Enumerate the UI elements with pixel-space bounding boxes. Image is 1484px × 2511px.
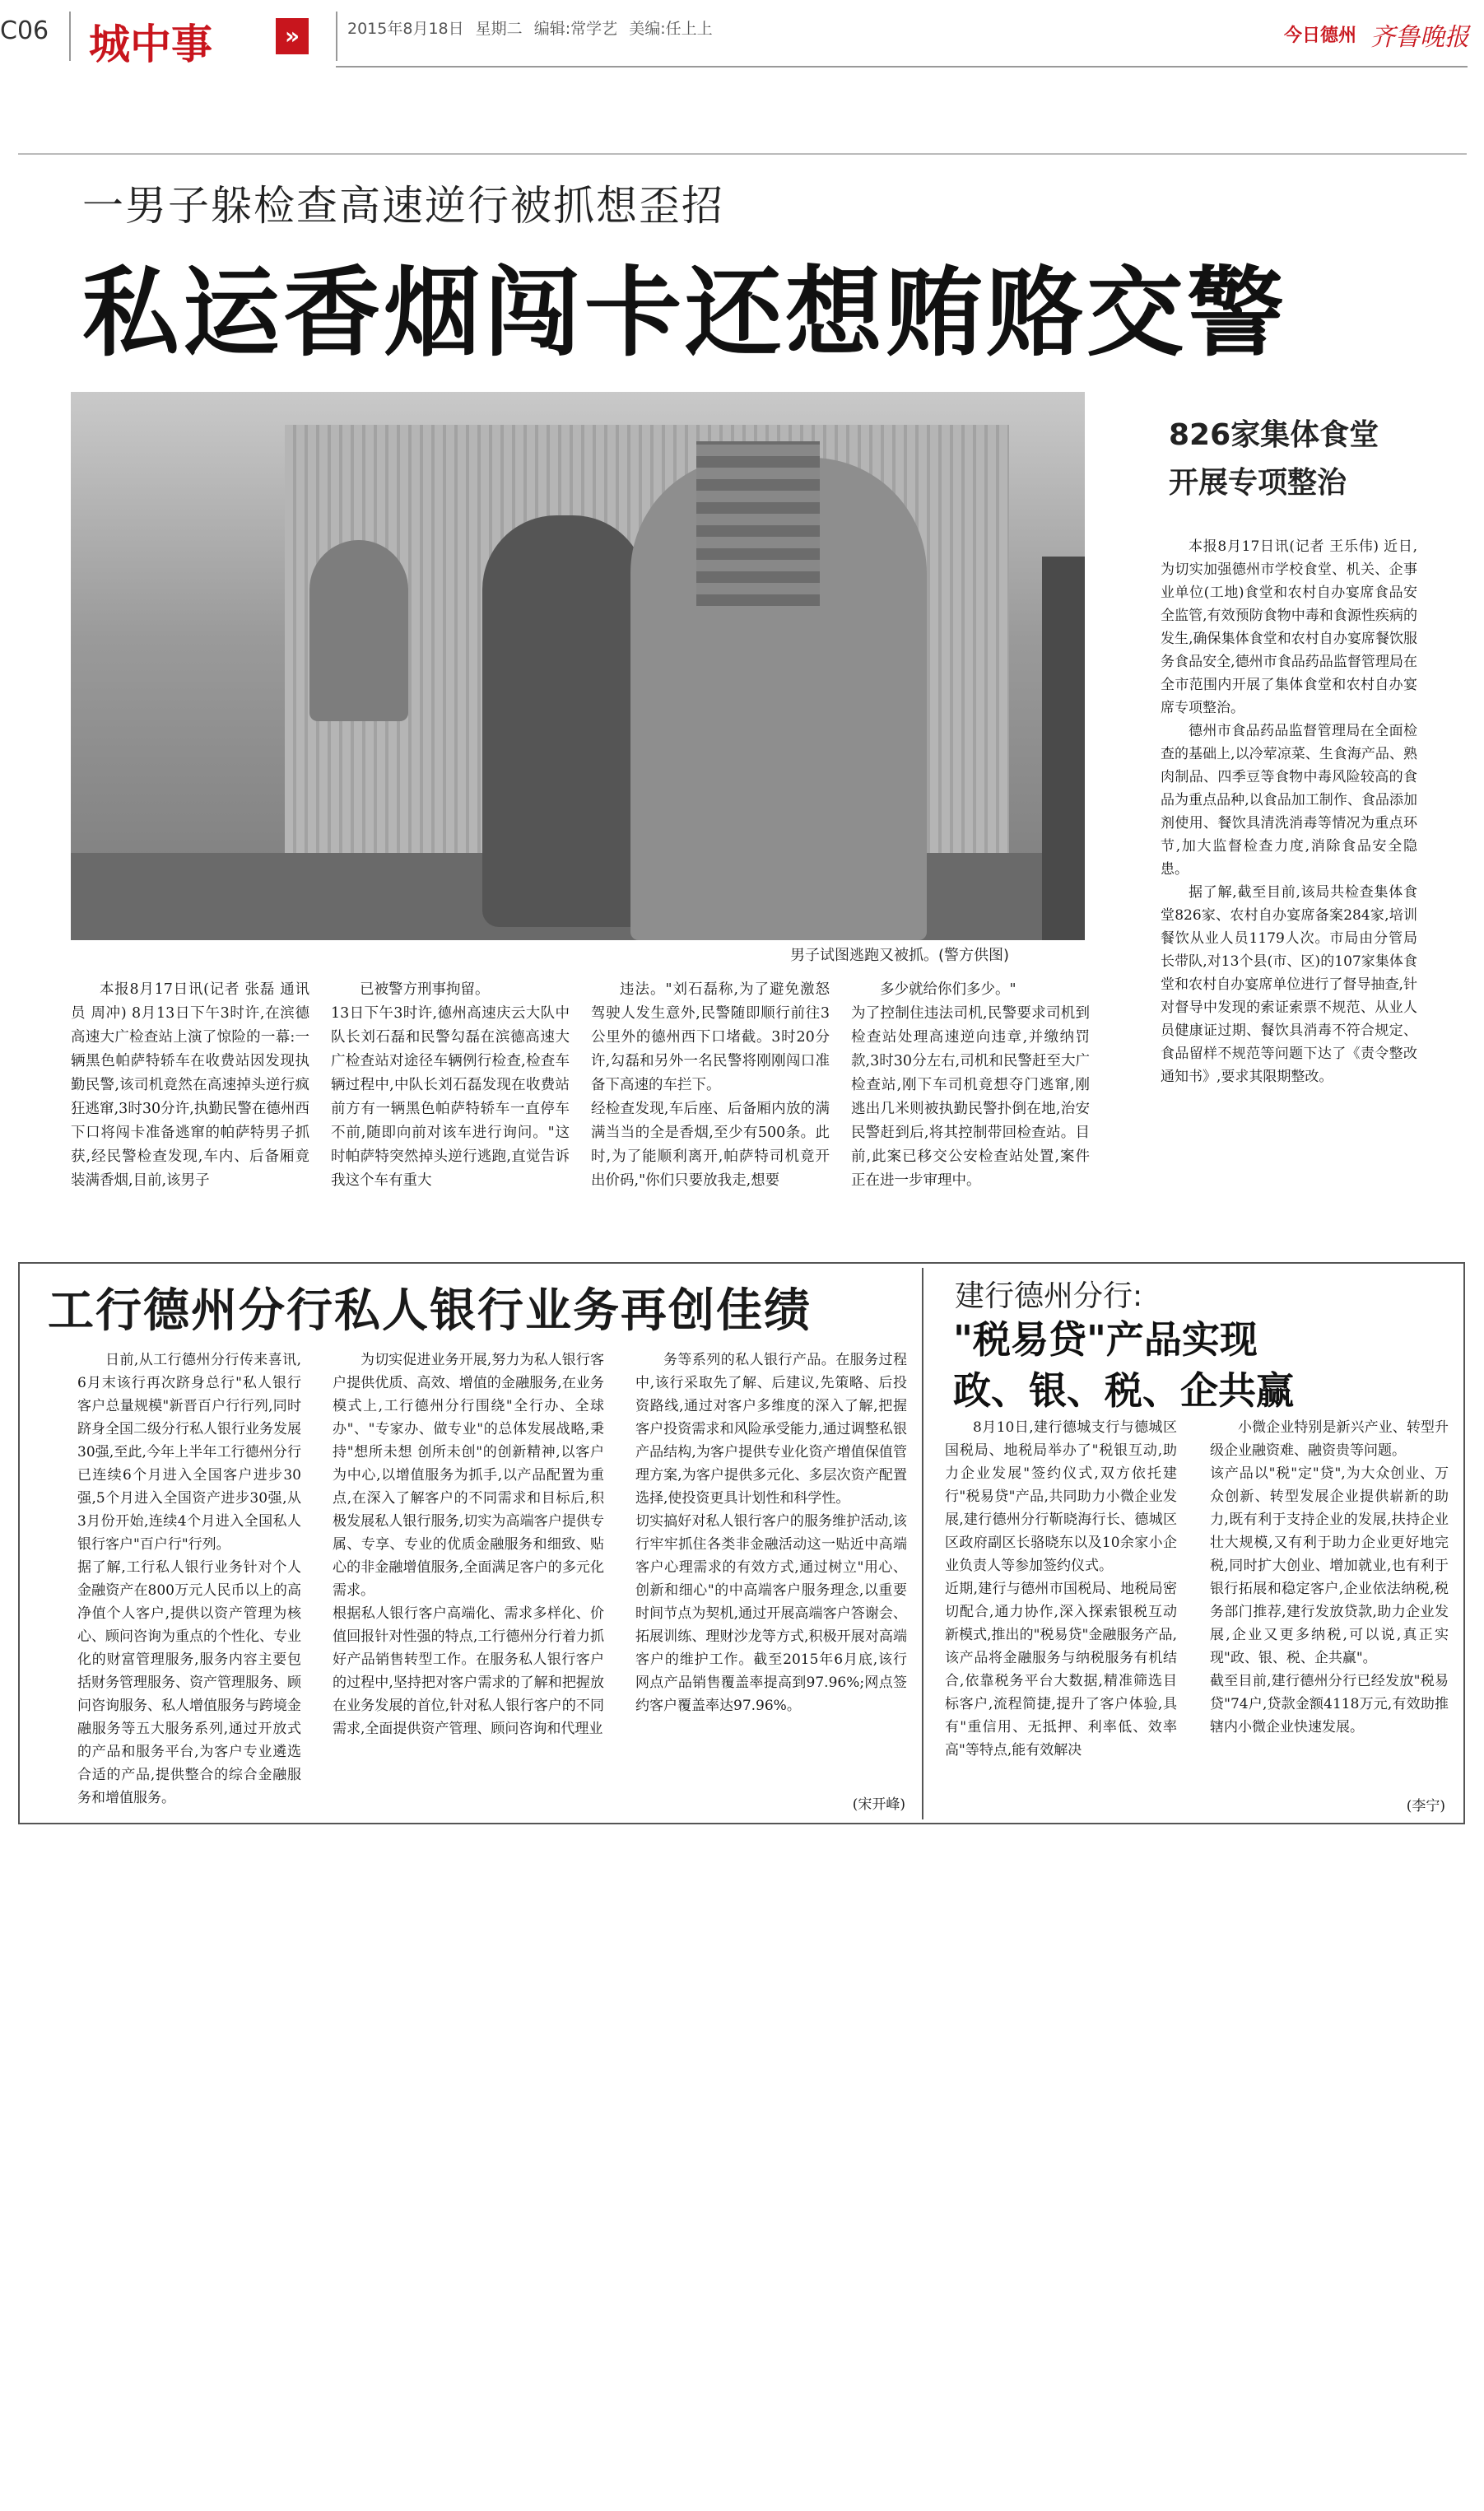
icbc-column-3: 务等系列的私人银行产品。在服务过程中,该行采取先了解、后建议,先策略、后投资路线,通过对客户多维度的深入了解,把握客户投资需求和风险承受能力,通过调整私银产品结构,为客户提供专业化资产增值保值管理方案,为客户提供多元化、多层次资产配置选择,使投资更具计划性和科学性。 切实搞好对私人银行客户的服务维护活动,该行牢牢抓住各类非金融活动这一贴近中高端客户心理需求的有效方式,通过树立"用心、创新和细心"的中高端客户服务理念,以重要时间节点为契机,通过开展高端客户答谢会、拓展训练、理财沙龙等方式,积极开展对高端客户的维护工作。截至2015年6月底,该行网点产品销售覆盖率提高到97.96%;网点签约客户覆盖率达97.96%。 [635,1352,907,1714]
ccb-title-line-2: 政、银、税、企共赢 [953,1368,1294,1413]
header-designer: 美编:任上上 [629,20,713,38]
main-article-column-1: 本报8月17日讯(记者 张磊 通讯员 周冲) 8月13日下午3时许,在滨德高速大广检查站上演了惊险的一幕:一辆黑色帕萨特轿车在收费站因发现执勤民警,该司机竟然在高速掉头逆行疯狂逃窜,3时30分许,执勤民警在德州西下口将闯卡准备逃窜的帕萨特男子抓获,经民警检查发现,车内、后备厢竟装满香烟,目前,该男子 [71,981,309,1189]
newspaper-logo: 齐鲁晚报 [1370,23,1469,52]
side-article-body: 本报8月17日讯(记者 王乐伟) 近日,为切实加强德州市学校食堂、机关、企事业单位(工地)食堂和农村自办宴席食品安全监管,有效预防食物中毒和食源性疾病的发生,确保集体食堂和农村自办宴席餐饮服务食品安全,德州市食品药品监督管理局在全市范围内开展了集体食堂和农村自办宴席专项整治。 德州市食品药品监督管理局在全面检查的基础上,以冷荤凉菜、生食海产品、熟肉制品、四季豆等食物中毒风险较高的食品为重点品种,以食品加工制作、食品添加剂使用、餐饮具清洗消毒等情况为重点环节,加大监督检查力度,消除食品安全隐患。 据了解,截至目前,该局共检查集体食堂826家、农村自办宴席备案284家,培训餐饮从业人员1179人次。市局由分管局长带队,对13个县(市、区)的107家集体食堂和农村自办宴席单位进行了督导抽查,针对督导中发现的索证索票不规范、从业人员健康证过期、餐饮具消毒不符合规定、食品留样不规范等问题下达了《责令整改通知书》,要求其限期整改。 [1161,538,1417,1085]
main-subtitle: 一男子躲检查高速逆行被抓想歪招 [82,182,724,230]
icbc-column-1: 日前,从工行德州分行传来喜讯,6月末该行再次跻身总行"私人银行客户总量规模"新晋百户行行列,同时跻身全国二级分行私人银行业务发展30强,至此,今年上半年工行德州分行已连续6个月进入全国客户进步30强,5个月进入全国资产进步30强,从3月份开始,连续4个月进入全国私人银行客户"百户行"行列。 据了解,工行私人银行业务针对个人金融资产在800万元人民币以上的高净值个人客户,提供以资产管理为核心、顾问咨询为重点的个性化、专业化的财富管理服务,服务内容主要包括财务管理服务、资产管理服务、顾问咨询服务、私人增值服务与跨境金融服务等五大服务系列,通过开放式的产品和服务平台,为客户专业遴选合适的产品,提供整合的综合金融服务和增值服务。 [77,1352,301,1806]
side-title-line-2: 开展专项整治 [1169,466,1347,500]
icbc-article-title: 工行德州分行私人银行业务再创佳绩 [48,1284,812,1338]
section-arrow-icon: » [276,18,309,54]
lower-box-divider [922,1268,923,1819]
header-divider-2 [336,12,337,61]
main-article-column-2: 已被警方刑事拘留。 13日下午3时许,德州高速庆云大队中队长刘石磊和民警勾磊在滨德高速大广检查站对途径车辆例行检查,检查车辆过程中,中队长刘石磊发现在收费站前方有一辆黑色帕萨特轿车一直停车不前,随即向前对该车进行询问。"这时帕萨特突然掉头逆行逃跑,直觉告诉我这个车有重大 [331,981,570,1189]
icbc-signature: (宋开峰) [852,1796,905,1813]
main-title: 私运香烟闯卡还想贿赂交警 [82,256,1288,370]
ccb-signature: (李宁) [1406,1798,1445,1815]
photo-officer-middle [482,515,647,927]
ccb-article-title [953,1314,1294,1416]
photo-blurred-face [696,441,820,606]
header-divider [69,12,71,61]
page-number: C06 [0,16,49,45]
ccb-title-line-1: "税易贷"产品实现 [953,1317,1258,1362]
section-name: 城中事 [89,21,212,68]
photo-officer-left [309,540,408,721]
photo-officer-right [1042,557,1085,940]
ccb-pretitle: 建行德州分行: [955,1279,1143,1313]
header-right-label: 今日德州 [1284,26,1357,46]
main-article-column-3: 违法。"刘石磊称,为了避免激怒驾驶人发生意外,民警随即顺行前往3公里外的德州西下口堵截。3时20分许,勾磊和另外一名民警将刚刚闯口准备下高速的车拦下。 经检查发现,车后座、后备厢内放的满满当当的全是香烟,至少有500条。此时,为了能顺利离开,帕萨特司机竟开出价码,"你们只要放我走,想要 [591,981,830,1189]
news-photo [71,392,1085,940]
main-article-column-4: 多少就给你们多少。" 为了控制住违法司机,民警要求司机到检查站处理高速逆向违章,并缴纳罚款,3时30分左右,司机和民警赶至大广检查站,刚下车司机竟想夺门逃窜,刚逃出几米则被执勤民警扑倒在地,治安民警赶到后,将其控制带回检查站。目前,此案已移交公安检查站处置,案件正在进一步审理中。 [851,981,1090,1189]
side-title-line-1: 826家集体食堂 [1169,418,1379,452]
ccb-column-2: 小微企业特别是新兴产业、转型升级企业融资难、融资贵等问题。 该产品以"税"定"贷",为大众创业、万众创新、转型发展企业提供崭新的助力,既有利于支持企业的发展,扶持企业壮大规模,又有利于助力企业更好地完税,同时扩大创业、增加就业,也有利于银行拓展和稳定客户,企业依法纳税,税务部门推荐,建行发放贷款,助力企业发展,企业又更多纳税,可以说,真正实现"政、银、税、企共赢"。 截至目前,建行德州分行已经发放"税易贷"74户,贷款金额4118万元,有效助推辖内小微企业快速发展。 [1210,1419,1449,1735]
header-editor: 编辑:常学艺 [533,20,618,38]
header-weekday: 星期二 [475,20,523,38]
header-date: 2015年8月18日 [347,20,464,38]
ccb-column-1: 8月10日,建行德城支行与德城区国税局、地税局举办了"税银互动,助力企业发展"签约仪式,双方依托建行"税易贷"产品,共同助力小微企业发展,建行德州分行靳晓海行长、德城区区政府副区长骆晓东以及10余家小企业负责人等参加签约仪式。 近期,建行与德州市国税局、地税局密切配合,通力协作,深入探索银税互动新模式,推出的"税易贷"金融服务产品,该产品将金融服务与纳税服务有机结合,依靠税务平台大数据,精准筛选目标客户,流程简捷,提升了客户体验,具有"重信用、无抵押、利率低、效率高"等特点,能有效解决 [945,1419,1177,1759]
header-meta [347,16,713,39]
side-article-title [1169,412,1379,507]
top-rule [18,153,1467,155]
icbc-column-2: 为切实促进业务开展,努力为私人银行客户提供优质、高效、增值的金融服务,在业务模式上,工行德州分行围绕"全行办、全球办"、"专家办、做专业"的总体发展战略,秉持"想所未想 创所未创"的创新精神,以客户为中心,以增值服务为抓手,以产品配置为重点,在深入了解客户的不同需求和目标后,积极发展私人银行服务,切实为高端客户提供专属、专享、专业的优质金融服务和细致、贴心的非金融增值服务,全面满足客户的多元化需求。 根据私人银行客户高端化、需求多样化、价值回报针对性强的特点,工行德州分行着力抓好产品销售转型工作。在服务私人银行客户的过程中,坚持把对客户需求的了解和把握放在业务发展的首位,针对私人银行客户的不同需求,全面提供资产管理、顾问咨询和代理业 [333,1352,604,1737]
header-rule [336,66,1468,68]
photo-caption: 男子试图逃跑又被抓。(警方供图) [790,947,1010,964]
